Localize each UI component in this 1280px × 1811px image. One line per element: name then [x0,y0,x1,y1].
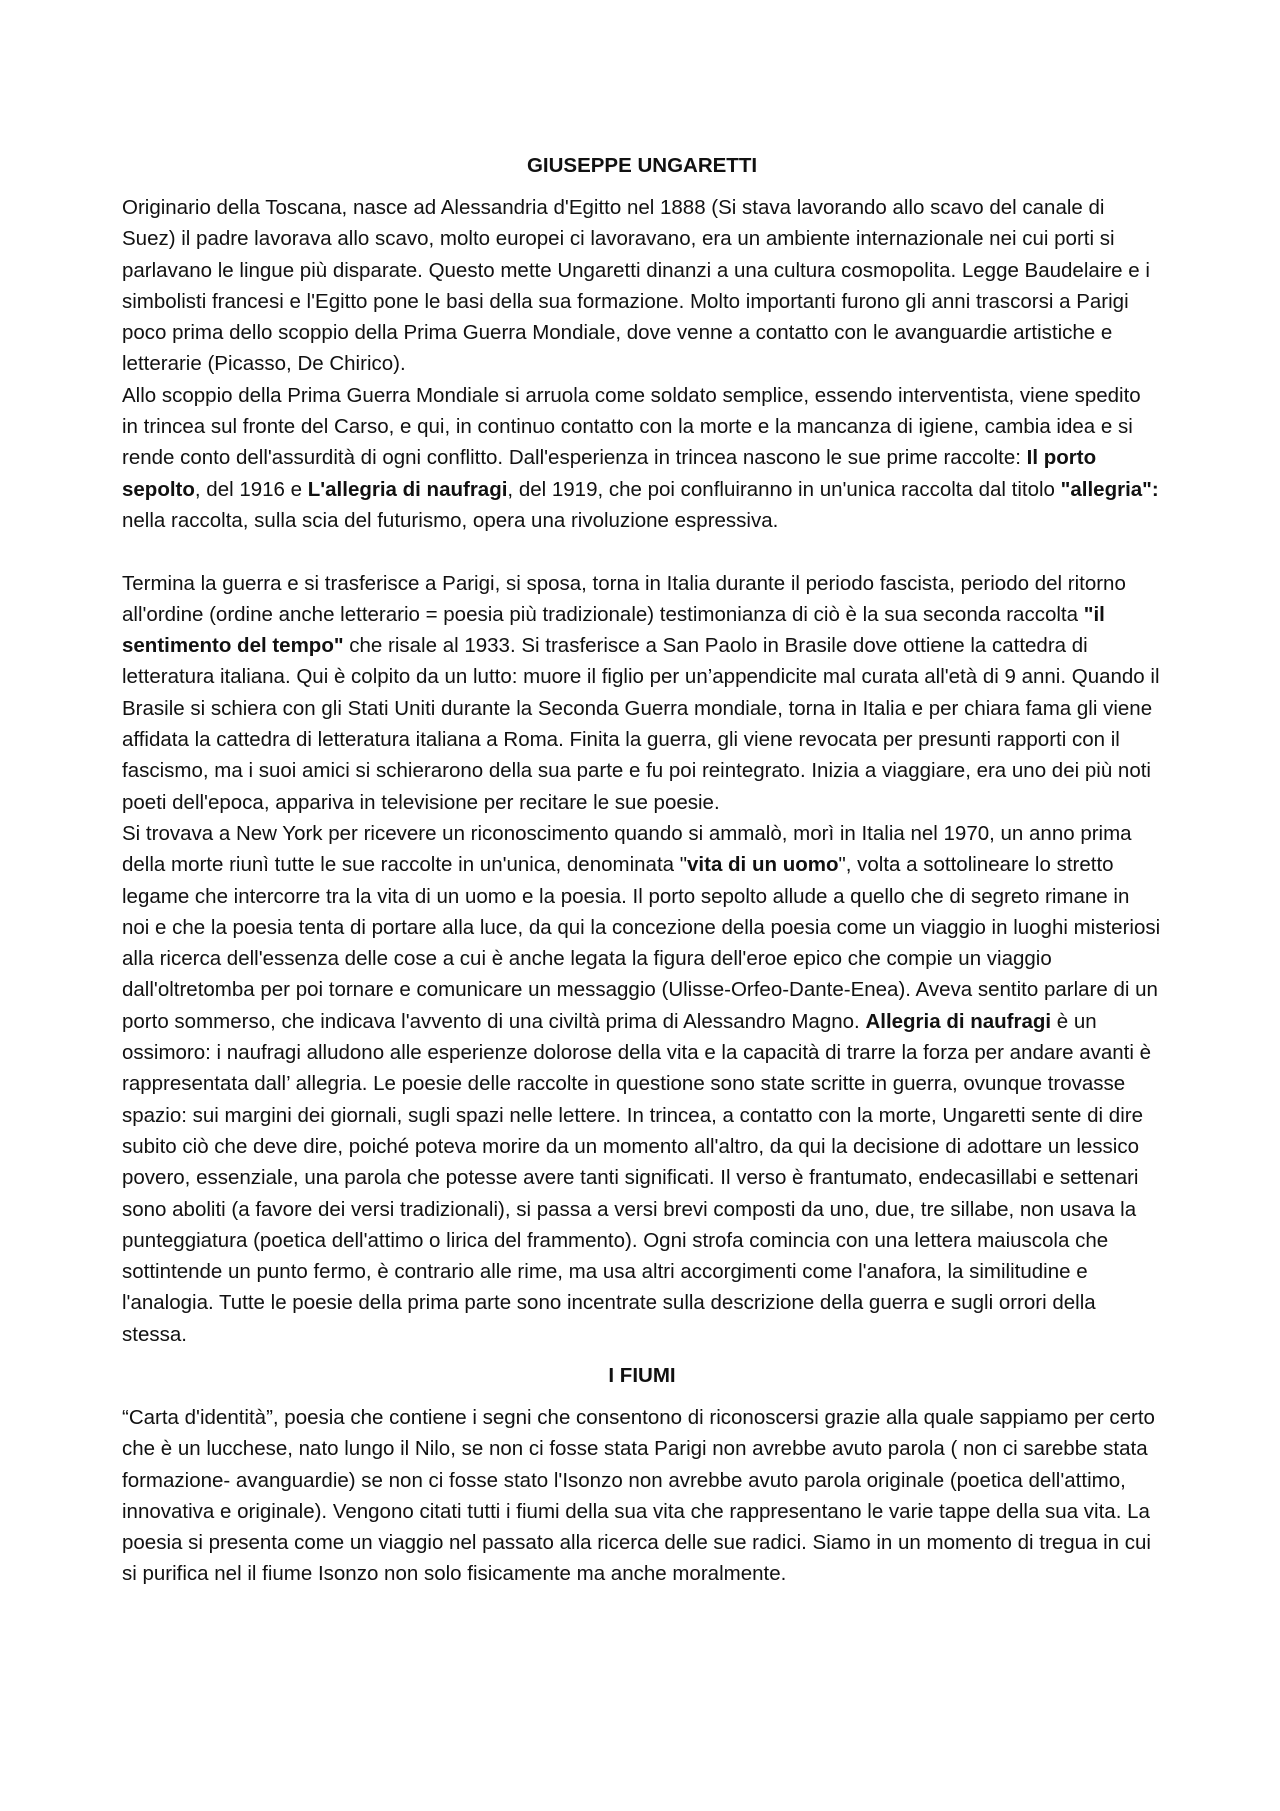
paragraph-origins: Originario della Toscana, nasce ad Alessandria d'Egitto nel 1888 (Si stava lavorando allo scavo del canale di Suez) il padre lavorava allo scavo, molto europei ci lavoravano, era un ambiente internazionale nei cui porti si parlavano le lingue più disparate. Questo mette Ungaretti dinanzi a una cultura cosmopolita. Legge Baudelaire e i simbolisti francesi e l'Egitto pone le basi della sua formazione. Molto importanti furono gli anni trascorsi a Parigi poco prima dello scoppio della Prima Guerra Mondiale, dove venne a contatto con le avanguardie artistiche e letterarie (Picasso, De Chirico). [122,196,1150,376]
paragraph-fiumi: “Carta d'identità”, poesia che contiene i segni che consentono di riconoscersi grazie alla quale sappiamo per certo che è un lucchese, nato lungo il Nilo, se non ci fosse stata Parigi non avrebbe avuto parola ( non ci sarebbe stata formazione- avanguardie) se non ci fosse stato l'Isonzo non avrebbe avuto parola originale (poetica dell'attimo, innovativa e originale). Vengono citati tutti i fiumi della sua vita che rappresentano le varie tappe della sua vita. La poesia si presenta come un viaggio nel passato alla ricerca delle sue radici. Siamo in un momento di tregua in cui si purifica nel il fiume Isonzo non solo fisicamente ma anche moralmente. [122,1405,1155,1586]
bold-title-allegria: "allegria": [1060,477,1159,501]
paragraph-war [122,380,1162,536]
text-span: , del 1919, che poi confluiranno in un'unica raccolta dal titolo [507,477,1061,501]
text-span: che risale al 1933. Si trasferisce a San Paolo in Brasile dove ottiene la cattedra di letteratura italiana. Qui è colpito da un lutto: muore il figlio per un’appendicite mal curata all'età di 9 anni. Quando il Brasile si schiera con gli Stati Uniti durante la Seconda Guerra mondiale, torna in Italia e per chiara fama gli viene affidata la cattedra di letteratura italiana a Roma. Finita la guerra, gli viene revocata per presunti rapporti con il fascismo, ma i suoi amici si schierarono della sua parte e fu poi reintegrato. Inizia a viaggiare, era uno dei più noti poeti dell'epoca, appariva in televisione per recitare le sue poesie. [122,634,1160,814]
paragraph-after-war [122,568,1162,818]
bold-title-porto-sepolto: Il porto sepolto [122,446,1097,501]
text-span: è un ossimoro: i naufragi alludono alle esperienze dolorose della vita e la capacità di trarre la forza per andare avanti è rappresentata dall’ allegria. Le poesie delle raccolte in questione sono state scritte in guerra, ovunque trovasse spazio: sui margini dei giornali, sugli spazi nelle lettere. In trincea, a contatto con la morte, Ungaretti sente di dire subito ciò che deve dire, poiché poteva morire da un momento all'altro, da qui la decisione di adottare un lessico povero, essenziale, una parola che potesse avere tanti significati. Il verso è frantumato, endecasillabi e settenari sono aboliti (a favore dei versi tradizionali), si passa a versi brevi composti da uno, due, tre sillabe, non usava la punteggiatura (poetica dell'attimo o lirica del frammento). Ogni strofa comincia con una lettera maiuscola che sottintende un punto fermo, è contrario alle rime, ma usa altri accorgimenti come l'anafora, la similitudine e l'analogia. Tutte le poesie della prima parte sono incentrate sulla descrizione della guerra e sugli orrori della stessa. [122,1009,1152,1346]
text-span: , del 1916 e [194,477,308,501]
bold-title-vita-uomo: vita di un uomo [687,853,839,877]
bold-title-allegria-naufragi-2: Allegria di naufragi [865,1009,1052,1033]
document-page [122,150,1162,1590]
text-span: Allo scoppio della Prima Guerra Mondiale si arruola come soldato semplice, essendo interventista, viene spedito in trincea sul fronte del Carso, e qui, in continuo contatto con la morte e la mancanza di igiene, cambia idea e si rende conto dell'assurdità di ogni conflitto. Dall'esperienza in trincea nascono le sue prime raccolte: [122,383,1141,470]
document-title: GIUSEPPE UNGARETTI [526,154,758,177]
text-span: ", volta a sottolineare lo stretto legame che intercorre tra la vita di un uomo e la poesia. Il porto sepolto allude a quello che di segreto rimane in noi e che la poesia tenta di portare alla luce, da qui la concezione della poesia come un viaggio in luoghi misteriosi alla ricerca dell'essenza delle cose a cui è anche legata la figura dell'eroe epico che compie un viaggio dall'oltretomba per poi tornare e comunicare un messaggio (Ulisse-Orfeo-Dante-Enea). Aveva sentito parlare di un porto sommerso, che indicava l'avvento di una civiltà prima di Alessandro Magno. [122,853,1161,1033]
bold-title-allegria-naufragi: L'allegria di naufragi [307,477,508,501]
paragraph-late-life [122,818,1162,1350]
text-span: Termina la guerra e si trasferisce a Parigi, si sposa, torna in Italia durante il periodo fascista, periodo del ritorno all'ordine (ordine anche letterario = poesia più tradizionale) testimonianza di ciò è la sua seconda raccolta [122,571,1126,626]
bold-title-sentimento-tempo: "il sentimento del tempo" [122,602,1105,658]
text-span: nella raccolta, sulla scia del futurismo, opera una rivoluzione espressiva. [122,508,779,532]
text-span: Si trovava a New York per ricevere un riconoscimento quando si ammalò, morì in Italia nel 1970, un anno prima della morte riunì tutte le sue raccolte in un'unica, denominata " [122,821,1132,877]
section-title-fiumi: I FIUMI [608,1363,676,1387]
blank-line [122,536,1162,567]
